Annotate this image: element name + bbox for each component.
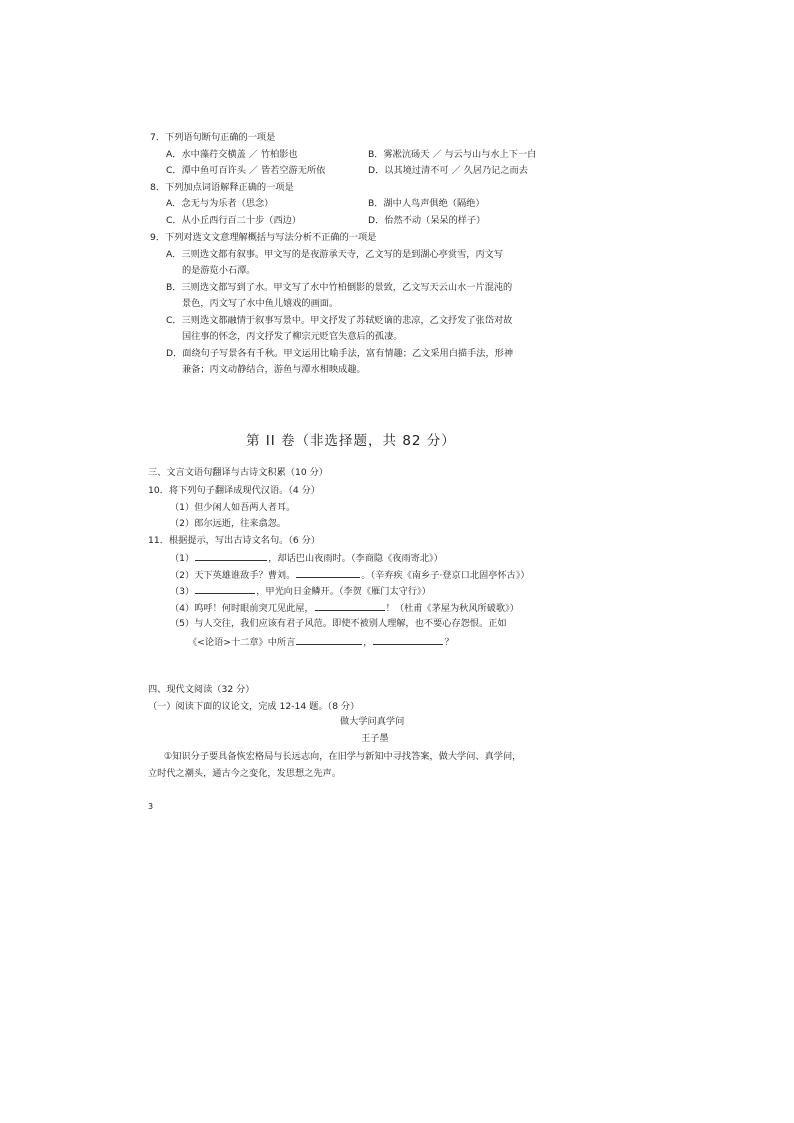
section4-subtitle: （一）阅读下面的议论文，完成 12-14 题。（8 分）	[148, 701, 360, 712]
q11-item-3-suffix: ，甲光向日金鳞开。（李贺《雁门太守行》）	[256, 586, 431, 597]
q9-option-d-line2: 兼备；丙文动静结合，游鱼与潭水相映成趣。	[182, 364, 366, 375]
q11-item-4-suffix: ！（杜甫《茅屋为秋风所破歌》）	[385, 603, 519, 614]
q9-option-c-line1: C．三则选文都融情于叙事写景中。甲文抒发了苏轼贬谪的悲凉，乙文抒发了张岱对故	[166, 315, 513, 326]
q11-item-3-prefix: （3）	[170, 586, 195, 597]
q11-item-5-end: ？	[444, 637, 454, 648]
q11-item-3-blank[interactable]	[195, 584, 255, 594]
q7-option-a: A．水中藻荇交横盖 ／ 竹柏影也	[166, 149, 298, 160]
q8-option-b: B．湖中人鸟声俱绝（隔绝）	[368, 198, 485, 209]
article-paragraph-1-line1: ①知识分子要具备恢宏格局与长远志向，在旧学与新知中寻找答案，做大学问、真学问，	[164, 751, 522, 762]
q9-option-b-line1: B．三则选文都写到了水。甲文写了水中竹柏倒影的景致，乙文写天云山水一片混沌的	[166, 282, 513, 293]
q8-option-d: D．佁然不动（呆呆的样子）	[368, 215, 486, 226]
q11-item-2-blank[interactable]	[296, 568, 360, 578]
q11-item-5-blank-2[interactable]	[373, 635, 443, 645]
q11-item-2	[170, 568, 530, 582]
q11-item-1	[170, 551, 443, 565]
q10-item-2: （2）郎尔远逝，往来翕忽。	[170, 518, 287, 529]
q8-option-c: C．从小丘西行百二十步（西边）	[166, 215, 302, 226]
q9-option-a-line1: A．三则选文都有叙事。甲文写的是夜游承天寺，乙文写的是到湖心亭赏雪，丙文写	[166, 249, 504, 260]
q8-stem: 8．下列加点词语解释正确的一项是	[150, 182, 294, 193]
q11-item-1-blank[interactable]	[195, 551, 267, 561]
q9-stem: 9．下列对选文文意理解概括与写法分析不正确的一项是	[150, 232, 377, 243]
page-number: 3	[148, 802, 154, 811]
section3-title: 三、文言文语句翻译与古诗文积累（10 分）	[148, 467, 328, 478]
article-author: 王子墨	[361, 733, 389, 744]
q8-option-a: A．念无与为乐者（思念）	[166, 198, 274, 209]
q11-item-5-blank-1[interactable]	[296, 635, 362, 645]
q10-item-1: （1）但少闲人如吾两人者耳。	[170, 502, 296, 513]
q11-item-5-separator: ，	[363, 637, 373, 648]
q11-item-5-prefix: 《<论语>十二章》中所言	[188, 637, 296, 648]
q11-item-1-suffix: ，却话巴山夜雨时。（李商隐《夜雨寄北》）	[268, 553, 443, 564]
q9-option-a-line2: 的是游览小石潭。	[182, 265, 256, 276]
q11-item-4-prefix: （4）呜呼！何时眼前突兀见此屋，	[170, 603, 314, 614]
q11-item-4-blank[interactable]	[315, 601, 385, 611]
q11-item-5-line2	[188, 635, 454, 649]
q11-item-2-suffix: 。（辛弃疾《南乡子·登京口北固亭怀古》）	[361, 570, 530, 581]
q11-item-5-line1: （5）与人交往，我们应该有君子风范。即使不被别人理解，也不要心存怨恨。正如	[170, 618, 507, 629]
q11-item-4	[170, 601, 519, 615]
q9-option-c-line2: 国往事的怀念，丙文抒发了柳宗元贬官失意后的孤凄。	[182, 331, 403, 342]
q11-item-2-prefix: （2）天下英雄谁敌手？曹刘。	[170, 570, 296, 581]
article-title: 做大学问真学问	[340, 716, 405, 727]
q7-option-d: D．以其境过清不可 ／ 久居乃记之而去	[368, 165, 528, 176]
q11-item-3	[170, 584, 431, 598]
q9-option-b-line2: 景色，丙文写了水中鱼儿嬉戏的画面。	[182, 298, 339, 309]
q11-item-1-prefix: （1）	[170, 553, 195, 564]
q10-stem: 10．将下列句子翻译成现代汉语。（4 分）	[148, 485, 321, 496]
q7-option-b: B．雾凇沆砀天 ／ 与云与山与水上下一白	[368, 149, 537, 160]
q9-option-d-line1: D．面绕句子写景各有千秋。甲文运用比喻手法，富有情趣；乙文采用白描手法，形神	[166, 348, 514, 359]
section4-title: 四、现代文阅读（32 分）	[148, 684, 255, 695]
part2-title: 第 II 卷（非选择题，共 82 分）	[246, 433, 456, 449]
q11-stem: 11．根据提示，写出古诗文名句。（6 分）	[148, 535, 321, 546]
q7-option-c: C．潭中鱼可百许头 ／ 皆若空游无所依	[166, 165, 326, 176]
article-paragraph-1-line2: 立时代之潮头，通古今之变化，发思想之先声。	[148, 768, 341, 779]
q7-stem: 7．下列语句断句正确的一项是	[150, 132, 276, 143]
